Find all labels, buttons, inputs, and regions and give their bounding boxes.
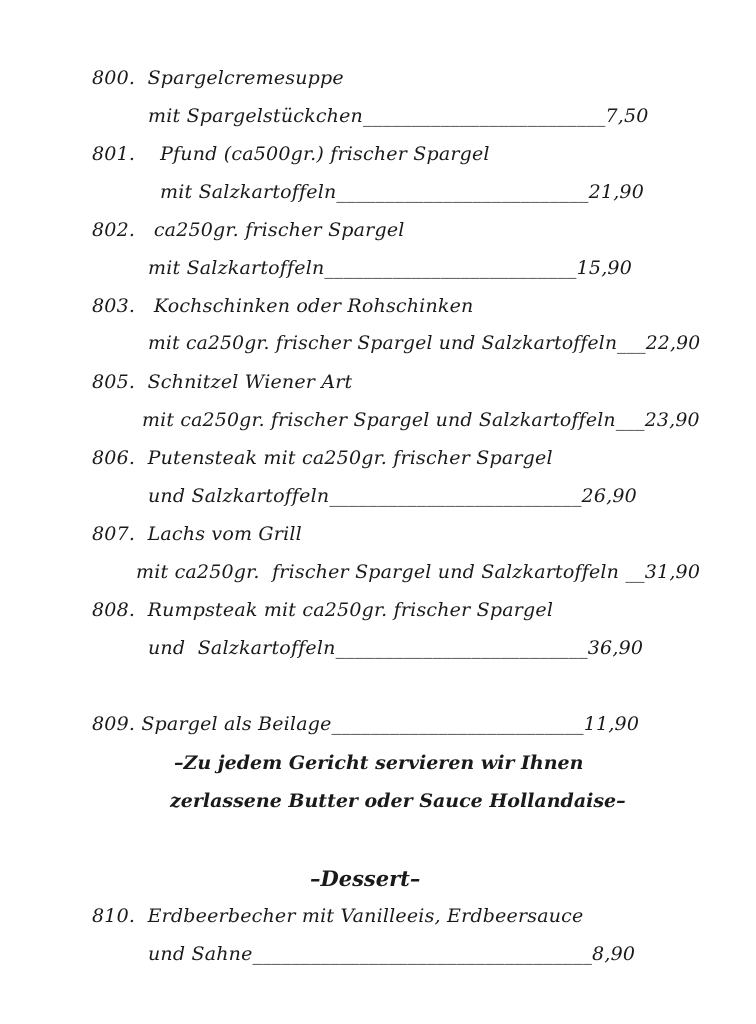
menu-item-807-title: 807. Lachs vom Grill [92, 523, 302, 545]
menu-item-807-detail: mit ca250gr. frischer Spargel und Salzkartoffeln __31,90 [136, 561, 701, 583]
menu-item-802-title: 802. ca250gr. frischer Spargel [92, 219, 405, 241]
menu-item-801-title: 801. Pfund (ca500gr.) frischer Spargel [92, 143, 490, 165]
menu-item-805-detail: mit ca250gr. frischer Spargel und Salzkartoffeln___23,90 [142, 409, 700, 431]
dessert-heading: –Dessert– [310, 866, 421, 891]
menu-item-809: 809. Spargel als Beilage__________________________11,90 [92, 713, 640, 735]
serving-note-line-1: –Zu jedem Gericht servieren wir Ihnen [174, 752, 584, 774]
menu-item-810-detail: und Sahne___________________________________8,90 [148, 943, 636, 965]
menu-item-805-title: 805. Schnitzel Wiener Art [92, 371, 353, 393]
menu-item-800-detail: mit Spargelstückchen_________________________7,50 [148, 105, 649, 127]
serving-note-line-2: zerlassene Butter oder Sauce Hollandaise– [170, 790, 626, 812]
menu-item-803-detail: mit ca250gr. frischer Spargel und Salzkartoffeln___22,90 [148, 333, 701, 354]
menu-item-802-detail: mit Salzkartoffeln__________________________15,90 [148, 257, 633, 279]
menu-item-803-title: 803. Kochschinken oder Rohschinken [92, 295, 474, 317]
menu-item-808-title: 808. Rumpsteak mit ca250gr. frischer Spargel [92, 599, 554, 621]
menu-item-808-detail: und Salzkartoffeln__________________________36,90 [148, 637, 644, 659]
menu-item-806-title: 806. Putensteak mit ca250gr. frischer Spargel [92, 447, 553, 469]
menu-item-800-title: 800. Spargelcremesuppe [92, 67, 344, 89]
menu-item-801-detail: mit Salzkartoffeln__________________________21,90 [160, 181, 645, 203]
menu-item-810-title: 810. Erdbeerbecher mit Vanilleeis, Erdbeersauce [92, 905, 584, 927]
menu-item-806-detail: und Salzkartoffeln__________________________26,90 [148, 485, 637, 507]
